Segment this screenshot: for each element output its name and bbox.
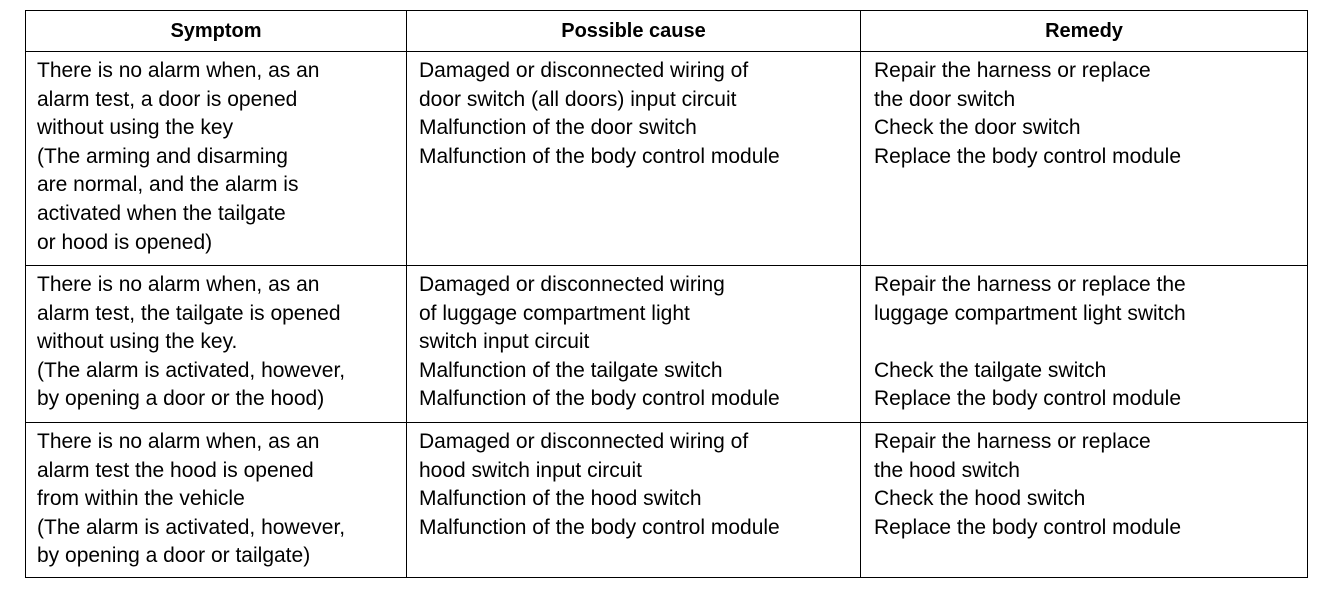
cause-line: Malfunction of the body control module — [419, 515, 780, 539]
remedy-line: the door switch — [874, 87, 1016, 111]
symptom-line: alarm test the hood is opened — [37, 458, 314, 482]
remedy-line: Repair the harness or replace — [874, 59, 1151, 82]
table-row — [26, 423, 1308, 578]
header-row — [26, 11, 1308, 52]
symptom-line: alarm test, a door is opened — [37, 87, 298, 111]
symptom-line: (The alarm is activated, however, — [37, 515, 346, 539]
symptom-cell — [26, 423, 407, 578]
troubleshooting-table — [25, 10, 1308, 578]
cause-line: switch input circuit — [419, 330, 590, 354]
remedy-line: Replace the body control module — [874, 387, 1182, 411]
cause-line: Damaged or disconnected wiring of — [419, 430, 749, 453]
symptom-line: alarm test, the tailgate is opened — [37, 301, 341, 325]
cause-cell — [407, 266, 861, 423]
cause-line: of luggage compartment light — [419, 301, 690, 325]
symptom-line: There is no alarm when, as an — [37, 273, 320, 296]
remedy-line: Repair the harness or replace — [874, 430, 1151, 453]
cause-cell — [407, 52, 861, 266]
remedy-line: the hood switch — [874, 458, 1020, 482]
symptom-line: by opening a door or tailgate) — [37, 544, 311, 568]
remedy-line: Replace the body control module — [874, 515, 1182, 539]
symptom-line: There is no alarm when, as an — [37, 59, 320, 82]
remedy-cell — [861, 266, 1308, 423]
symptom-line: without using the key — [37, 116, 234, 140]
cause-line: Malfunction of the door switch — [419, 116, 697, 140]
symptom-cell — [26, 52, 407, 266]
symptom-line: activated when the tailgate — [37, 201, 286, 225]
cause-line: door switch (all doors) input circuit — [419, 87, 737, 111]
symptom-line: There is no alarm when, as an — [37, 430, 320, 453]
symptom-line: from within the vehicle — [37, 487, 245, 511]
cause-line: Damaged or disconnected wiring — [419, 273, 725, 296]
remedy-line-blank — [874, 328, 1297, 357]
table-row — [26, 266, 1308, 423]
symptom-line: are normal, and the alarm is — [37, 173, 299, 197]
symptom-line: (The alarm is activated, however, — [37, 358, 346, 382]
remedy-line: Replace the body control module — [874, 144, 1182, 168]
cause-line: Malfunction of the hood switch — [419, 487, 702, 511]
header-possible-cause: Possible cause — [407, 11, 861, 52]
symptom-line: (The arming and disarming — [37, 144, 288, 168]
cause-line: hood switch input circuit — [419, 458, 642, 482]
table-row — [26, 52, 1308, 266]
remedy-cell — [861, 52, 1308, 266]
cause-line: Malfunction of the tailgate switch — [419, 358, 723, 382]
cause-cell — [407, 423, 861, 578]
remedy-line: luggage compartment light switch — [874, 301, 1186, 325]
symptom-line: or hood is opened) — [37, 230, 213, 254]
symptom-cell — [26, 266, 407, 423]
remedy-cell — [861, 423, 1308, 578]
remedy-line: Repair the harness or replace the — [874, 273, 1186, 296]
symptom-line: by opening a door or the hood) — [37, 387, 325, 411]
cause-line: Damaged or disconnected wiring of — [419, 59, 749, 82]
remedy-line: Check the hood switch — [874, 487, 1086, 511]
header-remedy: Remedy — [861, 11, 1308, 52]
header-symptom: Symptom — [26, 11, 407, 52]
remedy-line: Check the door switch — [874, 116, 1081, 140]
remedy-line: Check the tailgate switch — [874, 358, 1107, 382]
cause-line: Malfunction of the body control module — [419, 144, 780, 168]
cause-line: Malfunction of the body control module — [419, 387, 780, 411]
symptom-line: without using the key. — [37, 330, 238, 354]
